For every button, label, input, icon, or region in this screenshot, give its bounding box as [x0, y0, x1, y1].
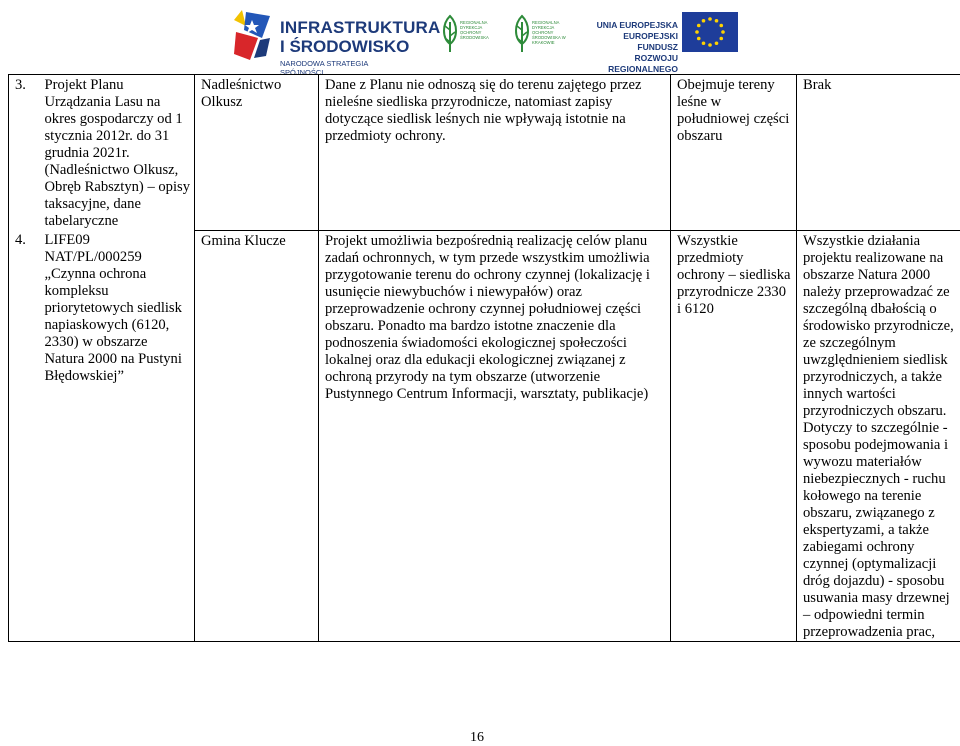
- rdos-logo-2-text: REGIONALNA DYREKCJA OCHRONY ŚRODOWISKA W KRAKOWIE: [532, 20, 566, 45]
- eu-logo-line-3: ROZWOJU REGIONALNEGO: [608, 53, 678, 74]
- row-entity: Nadleśnictwo Olkusz: [195, 75, 319, 231]
- eu-star-icon: [702, 19, 706, 23]
- eu-star-icon: [708, 17, 712, 21]
- eu-logo: [582, 12, 742, 74]
- page-number: 16: [470, 730, 484, 745]
- rdos-logo-1: [440, 14, 498, 56]
- row-scope: Wszystkie przedmioty ochrony – siedliska przyrodnicze 2330 i 6120: [671, 230, 797, 641]
- row-number: 4.: [9, 230, 45, 641]
- eu-star-icon: [702, 41, 706, 45]
- eu-star-icon: [715, 41, 719, 45]
- table-row: [9, 230, 960, 641]
- eu-star-icon: [719, 24, 723, 28]
- eu-star-icon: [715, 19, 719, 23]
- leaf-icon: [440, 14, 460, 54]
- leaf-icon: [512, 14, 532, 54]
- row-remarks: Wszystkie działania projektu realizowane na obszarze Natura 2000 należy przeprowadzać ze szczególną dbałością o środowisko przyrodnicze, ze szczególnym uwzględnieniem siedlisk przyrodniczych, a także innych wartości przyrodniczych obszaru. Dotyczy to szczególnie - sposobu podejmowania i wywozu materiałów niebezpiecznych - ruchu kołowego na terenie obszaru, związanego z ekspertyzami, a także zabiegami ochrony czynnej (optymalizacji dróg dojazdu) - sposobu usuwania masy drzewnej – odpowiedni termin przeprowadzenia prac,: [797, 230, 960, 641]
- eu-star-icon: [708, 43, 712, 47]
- row-description: Projekt umożliwia bezpośrednią realizację celów planu zadań ochronnych, w tym przede wszystkim umożliwia przygotowanie terenu do ochrony czynnej (lokalizację i usunięcie niewybuchów i niewypałów) oraz przeprowadzenie ochrony czynnej południowej części obszaru. Ponadto ma bardzo istotne znaczenie dla podnoszenia świadomości ekologicznej społeczości lokalnej oraz dla edukacji ekologicznej związanej z ochroną przyrody na tym obszarze (utworzenie Pustynnego Centrum Informacji, warsztaty, publikacje): [319, 230, 671, 641]
- eu-logo-line-2: EUROPEJSKI FUNDUSZ: [623, 31, 678, 52]
- logo-line-3: NARODOWA STRATEGIA SPÓJNOŚCI: [280, 59, 368, 77]
- flag-icon: [232, 8, 272, 62]
- row-number: 3.: [9, 75, 45, 231]
- eu-star-icon: [719, 37, 723, 41]
- row-title: Projekt Planu Urządzania Lasu na okres gospodarczy od 1 stycznia 2012r. do 31 grudnia 2021r. (Nadleśnictwo Olkusz, Obręb Rabsztyn) – opisy taksacyjne, dane tabelaryczne: [45, 75, 195, 231]
- eu-logo-line-1: UNIA EUROPEJSKA: [596, 20, 678, 30]
- rdos-logo-1-text: REGIONALNA DYREKCJA OCHRONY ŚRODOWISKA: [460, 20, 489, 40]
- document-table: [8, 74, 960, 642]
- eu-star-icon: [697, 24, 701, 28]
- eu-flag-icon: [682, 12, 738, 52]
- rdos-logo-2: [512, 14, 570, 56]
- row-description: Dane z Planu nie odnoszą się do terenu zajętego przez nieleśne siedliska przyrodnicze, natomiast zapisy dotyczące siedlisk leśnych nie wpływają istotnie na przedmioty ochrony.: [319, 75, 671, 231]
- page-header: [0, 0, 960, 77]
- eu-star-icon: [721, 30, 725, 34]
- eu-logo-text: [582, 20, 678, 75]
- table-row: [9, 75, 960, 231]
- row-title: LIFE09 NAT/PL/000259 „Czynna ochrona kompleksu priorytetowych siedlisk napiaskowych (6120, 2330) w obszarze Natura 2000 na Pustyni Błędowskiej”: [45, 230, 195, 641]
- row-remarks: Brak: [797, 75, 960, 231]
- eu-star-icon: [697, 37, 701, 41]
- eu-star-icon: [695, 30, 699, 34]
- logo-line-1: INFRASTRUKTURA: [280, 18, 441, 37]
- infrastruktura-srodowisko-logo: [232, 8, 441, 77]
- row-entity: Gmina Klucze: [195, 230, 319, 641]
- logo-line-2: I ŚRODOWISKO: [280, 37, 410, 56]
- row-scope: Obejmuje tereny leśne w południowej części obszaru: [671, 75, 797, 231]
